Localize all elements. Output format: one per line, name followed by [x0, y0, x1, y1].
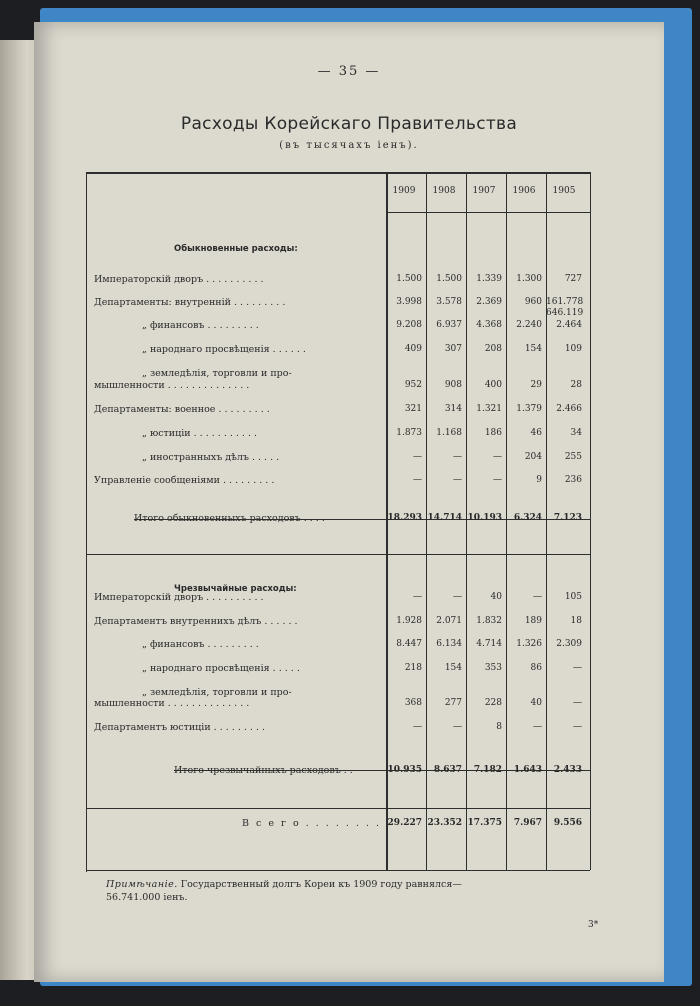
grand-total-label: В с е г о . . . . . . . . . — [242, 818, 392, 829]
table-row-label: Управленiе сообщенiями . . . . . . . . . — [94, 475, 275, 486]
table-cell-1907: — — [493, 452, 502, 462]
table-cell-1905: — — [573, 698, 582, 708]
table-cell-1908: 1.500 — [436, 274, 462, 284]
table-cell-1905: 9.556 — [553, 818, 582, 828]
table-cell-1906: — — [533, 592, 542, 602]
table-cell-1908: — — [453, 475, 462, 485]
table-cell-1905: 34 — [570, 428, 582, 438]
table-row-label: мышленности . . . . . . . . . . . . . . — [94, 380, 250, 391]
table-cell-1905: — — [573, 722, 582, 732]
book-page — [34, 22, 664, 982]
ordinary-total-label: Итого обыкновенныхъ расходовъ . . . . — [134, 513, 325, 524]
table-cell-1908: 277 — [444, 698, 462, 708]
table-row-label: „ финансовъ . . . . . . . . . — [142, 639, 259, 650]
page-number: — 35 — — [317, 64, 381, 79]
table-cell-1908: 14.714 — [427, 513, 462, 523]
table-cell-1906: 7.967 — [513, 818, 542, 828]
table-cell-1906: 154 — [524, 344, 542, 354]
table-row-label: Императорскiй дворъ . . . . . . . . . . — [94, 592, 264, 603]
table-cell-1907: 7.182 — [473, 765, 502, 775]
table-cell-1908: 6.134 — [436, 639, 462, 649]
table-top-border — [86, 172, 590, 174]
table-cell-1908: 314 — [444, 404, 462, 414]
table-cell-1908: 908 — [444, 380, 462, 390]
table-cell-1909: 1.500 — [396, 274, 422, 284]
footnote-text-cont: 56.741.000 iенъ. — [106, 892, 188, 903]
year-header-1909: 1909 — [392, 186, 416, 196]
table-cell-1905: 105 — [564, 592, 582, 602]
table-bottom-border — [86, 870, 590, 871]
table-cell-1908: 154 — [444, 663, 462, 673]
year-header-1908: 1908 — [432, 186, 456, 196]
table-cell-1905: 109 — [564, 344, 582, 354]
table-cell-1909: 368 — [404, 698, 422, 708]
footnote-label: Примѣчанiе. — [106, 879, 178, 890]
table-cell-1908: 307 — [444, 344, 462, 354]
table-cell-1905: 2.433 — [553, 765, 582, 775]
table-cell-1906: 86 — [530, 663, 542, 673]
table-cell-1905: 2.309 — [556, 639, 582, 649]
table-row-label: „ иностранныхъ дѣлъ . . . . . — [142, 452, 280, 463]
table-cell-1908: 1.168 — [436, 428, 462, 438]
extra-section-heading: Чрезвычайные расходы: — [174, 584, 297, 594]
column-divider — [590, 172, 591, 870]
table-cell-1905: 28 — [570, 380, 582, 390]
table-cell-1909: 952 — [404, 380, 422, 390]
ordinary-total-rule — [86, 554, 590, 555]
table-cell-1906: 9 — [536, 475, 542, 485]
table-cell-1906: 189 — [524, 616, 542, 626]
table-row-label: Императорскiй дворъ . . . . . . . . . . — [94, 274, 264, 285]
year-header-underline — [386, 212, 590, 213]
table-cell-1909: 218 — [404, 663, 422, 673]
table-cell-1907: 1.832 — [476, 616, 502, 626]
table-cell-1905: 161.778 — [546, 297, 584, 307]
table-cell-1909: 3.998 — [396, 297, 422, 307]
table-cell-1908: — — [453, 722, 462, 732]
table-cell-1907: 4.368 — [476, 320, 502, 330]
table-cell-1908: — — [453, 452, 462, 462]
table-cell-1909: 18.293 — [387, 513, 422, 523]
table-cell-1906: 40 — [530, 698, 542, 708]
table-cell-1909: 409 — [404, 344, 422, 354]
extra-total-rule — [86, 808, 590, 809]
table-cell-1907: 186 — [484, 428, 502, 438]
table-cell-1908: 6.937 — [436, 320, 462, 330]
table-cell-1909: 9.208 — [396, 320, 422, 330]
table-cell-1905: 18 — [570, 616, 582, 626]
table-row-label: „ юстицiи . . . . . . . . . . . — [142, 428, 258, 439]
table-cell-1907: 17.375 — [467, 818, 502, 828]
table-cell-1906: 2.240 — [516, 320, 542, 330]
table-cell-1906: 204 — [524, 452, 542, 462]
table-cell-1905: 2.464 — [556, 320, 582, 330]
table-row-label: „ земледѣлiя, торговли и про- — [142, 687, 292, 698]
year-header-1906: 1906 — [512, 186, 536, 196]
table-row-label: „ финансовъ . . . . . . . . . — [142, 320, 259, 331]
table-cell-1905: 2.466 — [556, 404, 582, 414]
table-cell-1907: 1.339 — [476, 274, 502, 284]
table-row-label: Департаментъ внутреннихъ дѣлъ . . . . . . — [94, 616, 298, 627]
table-cell-1907: 208 — [484, 344, 502, 354]
table-cell-1907: 400 — [484, 380, 502, 390]
table-row-label: „ земледѣлiя, торговли и про- — [142, 368, 292, 379]
table-cell-1906: 1.643 — [513, 765, 542, 775]
table-cell-1907: 8 — [496, 722, 502, 732]
table-cell-extra: 646.119 — [546, 308, 584, 318]
table-cell-1909: — — [413, 452, 422, 462]
table-row-label: Департаменты: военное . . . . . . . . . — [94, 404, 270, 415]
table-cell-1906: 1.326 — [516, 639, 542, 649]
table-cell-1906: 1.300 — [516, 274, 542, 284]
table-cell-1908: 8.637 — [433, 765, 462, 775]
table-cell-1907: 353 — [484, 663, 502, 673]
table-cell-1909: 1.873 — [396, 428, 422, 438]
extra-total-label: Итого чрезвычайныхъ расходовъ . . — [174, 765, 353, 776]
table-cell-1908: 2.071 — [436, 616, 462, 626]
table-cell-1908: 23.352 — [427, 818, 462, 828]
table-cell-1909: — — [413, 722, 422, 732]
table-row-label: „ народнаго просвѣщенiя . . . . . . — [142, 344, 306, 355]
table-cell-1909: 1.928 — [396, 616, 422, 626]
table-cell-1906: 960 — [524, 297, 542, 307]
table-cell-1907: 2.369 — [476, 297, 502, 307]
table-cell-1909: 29.227 — [387, 818, 422, 828]
table-cell-1907: 10.193 — [467, 513, 502, 523]
signature-mark: 3* — [588, 920, 599, 930]
page-subtitle: (въ тысячахъ iенъ). — [279, 140, 419, 151]
table-row-label: „ народнаго просвѣщенiя . . . . . — [142, 663, 300, 674]
footnote — [106, 878, 626, 904]
table-cell-1909: — — [413, 475, 422, 485]
table-cell-1905: 255 — [564, 452, 582, 462]
table-left-border — [86, 172, 87, 872]
table-cell-1906: 29 — [530, 380, 542, 390]
page-title: Расходы Корейскаго Правительства — [180, 114, 518, 134]
table-cell-1909: — — [413, 592, 422, 602]
table-row-label: Департаменты: внутреннiй . . . . . . . . . — [94, 297, 286, 308]
table-cell-1907: 228 — [484, 698, 502, 708]
table-cell-1906: 46 — [530, 428, 542, 438]
table-cell-1909: 321 — [404, 404, 422, 414]
table-cell-1905: 236 — [564, 475, 582, 485]
table-cell-1907: 1.321 — [476, 404, 502, 414]
table-cell-1907: 4.714 — [476, 639, 502, 649]
table-cell-1906: 1.379 — [516, 404, 542, 414]
year-header-1905: 1905 — [552, 186, 576, 196]
table-cell-1907: — — [493, 475, 502, 485]
table-cell-1908: — — [453, 592, 462, 602]
table-cell-1907: 40 — [490, 592, 502, 602]
table-cell-1905: 727 — [564, 274, 582, 284]
year-header-1907: 1907 — [472, 186, 496, 196]
table-cell-1905: — — [573, 663, 582, 673]
ordinary-section-heading: Обыкновенные расходы: — [174, 244, 298, 254]
table-cell-1905: 7.123 — [553, 513, 582, 523]
footnote-text: Государственный долгъ Кореи къ 1909 году равнялся— — [180, 879, 462, 890]
table-cell-1906: 6.324 — [513, 513, 542, 523]
table-cell-1908: 3.578 — [436, 297, 462, 307]
table-cell-1906: — — [533, 722, 542, 732]
table-row-label: Департаментъ юстицiи . . . . . . . . . — [94, 722, 266, 733]
table-cell-1909: 10.935 — [387, 765, 422, 775]
table-cell-1909: 8.447 — [396, 639, 422, 649]
table-row-label: мышленности . . . . . . . . . . . . . . — [94, 698, 250, 709]
